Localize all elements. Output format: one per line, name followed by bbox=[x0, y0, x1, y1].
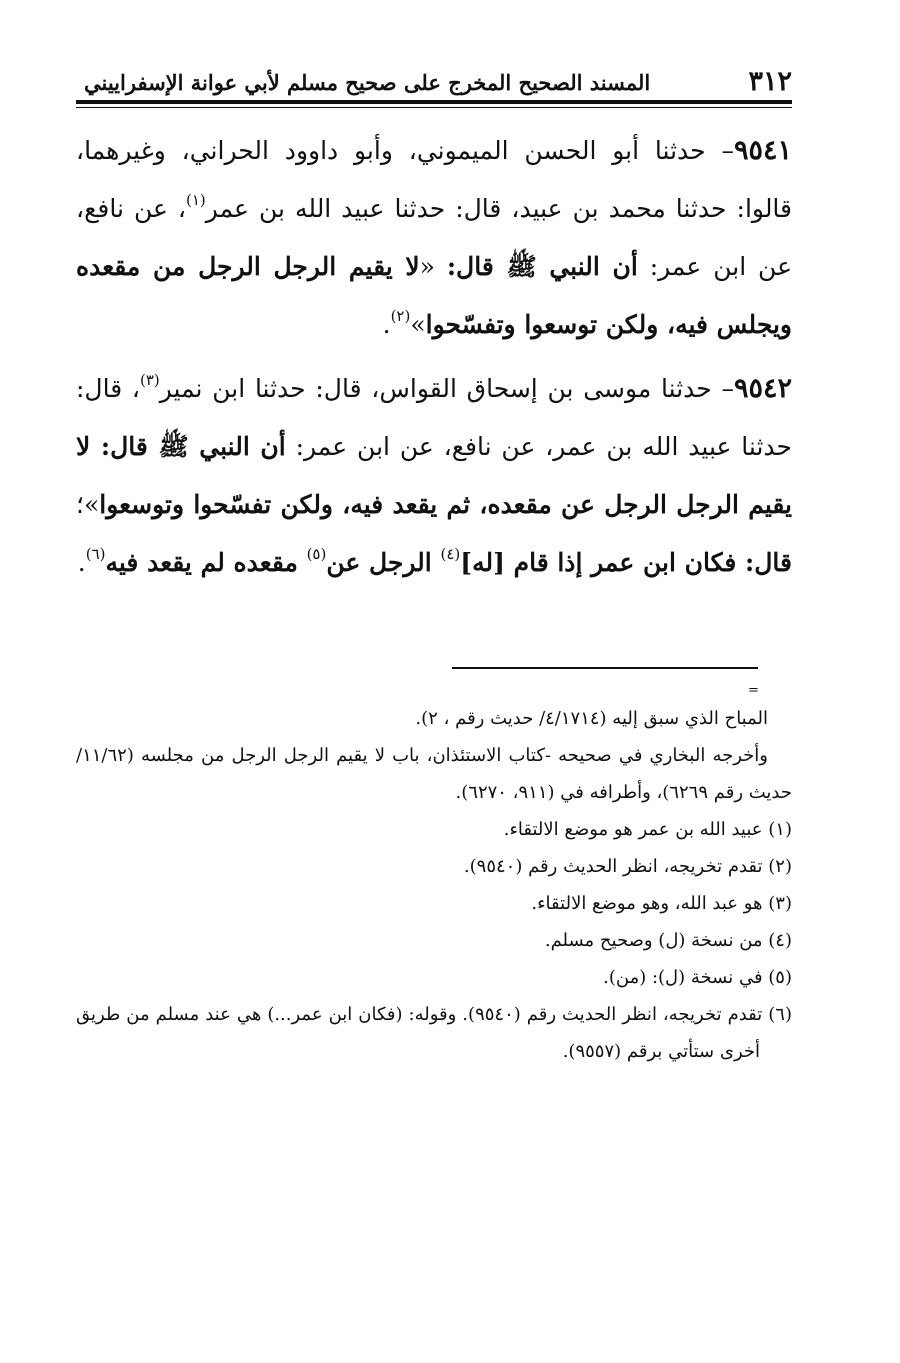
footnote-ref-1: (١) bbox=[186, 191, 206, 209]
continuation-mark: = bbox=[748, 683, 759, 698]
matn-text: أن النبي ﷺ قال: لا يقيم الرجل الرجل عن مقعده، ثم يقعد فيه، ولكن تفسّحوا وتوسعوا bbox=[76, 432, 792, 519]
header-rule-thin bbox=[76, 107, 792, 108]
footnote-3: (٣) هو عبد الله، وهو موضع الالتقاء. bbox=[531, 893, 792, 914]
end-mark: . bbox=[382, 310, 391, 339]
header-rule-thick bbox=[76, 100, 792, 104]
matn-text-4: مقعده لم يقعد فيه bbox=[105, 548, 307, 577]
matn-text-2: قال: فكان ابن عمر إذا قام [له] bbox=[460, 548, 792, 577]
matn-text: لا يقيم الرجل الرجل من مقعده ويجلس فيه، ولكن توسعوا وتفسّحوا bbox=[76, 252, 792, 339]
footnote-ref-6: (٦) bbox=[85, 545, 106, 563]
running-title: المسند الصحيح المخرج على صحيح مسلم لأبي عوانة الإسفراييني bbox=[84, 70, 651, 95]
isnad-text: – حدثنا أبو الحسن الميموني، وأبو داوود الحراني، وغيرهما، قالوا: حدثنا محمد بن عبيد، قال: حدثنا عبيد الله بن عمر bbox=[76, 136, 793, 223]
footnote-ref-5: (٥) bbox=[306, 545, 327, 563]
end-mark: . bbox=[77, 548, 86, 577]
isnad-text: – حدثنا موسى بن إسحاق القواس، قال: حدثنا ابن نمير bbox=[159, 374, 734, 403]
footnote-5: (٥) في نسخة (ل): (من). bbox=[603, 967, 792, 988]
hadith-9542 bbox=[76, 360, 792, 592]
footnote-ref-3: (٣) bbox=[139, 371, 160, 389]
footnote-ref-2: (٢) bbox=[390, 307, 411, 325]
main-text bbox=[76, 122, 792, 598]
footnotes bbox=[76, 700, 792, 1070]
matn-text-3: الرجل عن bbox=[326, 548, 441, 577]
footnote-continuation: المباح الذي سبق إليه (٤/١٧١٤/ حديث رقم ، ٢). bbox=[415, 708, 768, 729]
isnad-text-cont: ، قال: حدثنا عبيد الله بن عمر، عن نافع، عن ابن عمر: bbox=[76, 374, 792, 461]
hadith-9541 bbox=[76, 122, 792, 354]
footnote-ref-4: (٤) bbox=[440, 545, 461, 563]
footnote-1: (١) عبيد الله بن عمر هو موضع الالتقاء. bbox=[503, 819, 792, 840]
matn-intro: أن النبي ﷺ قال: bbox=[446, 252, 638, 281]
footnote-bukhari: وأخرجه البخاري في صحيحه -كتاب الاستئذان، باب لا يقيم الرجل الرجل من مجلسه (١١/٦٢/ حديث رقم ٦٢٦٩)، وأطرافه في (٩١١، ٦٢٧٠). bbox=[76, 745, 792, 803]
hadith-number: ٩٥٤٢ bbox=[733, 373, 792, 404]
footnote-6: (٦) تقدم تخريجه، انظر الحديث رقم (٩٥٤٠). وقوله: (فكان ابن عمر...) هي عند مسلم من طريق أخرى ستأتي برقم (٩٥٥٧). bbox=[76, 1004, 792, 1062]
footnote-2: (٢) تقدم تخريجه، انظر الحديث رقم (٩٥٤٠). bbox=[463, 856, 792, 877]
quote-open: « bbox=[419, 252, 447, 281]
isnad-text-cont: ، عن نافع، عن ابن عمر: bbox=[76, 194, 792, 281]
hadith-number: ٩٥٤١ bbox=[733, 135, 792, 166]
page-number: ٣١٢ bbox=[748, 66, 792, 97]
quote-close: »؛ bbox=[76, 490, 100, 519]
quote-close: » bbox=[410, 310, 426, 339]
footnote-separator bbox=[452, 667, 758, 669]
page-header bbox=[76, 62, 792, 104]
footnote-4: (٤) من نسخة (ل) وصحيح مسلم. bbox=[544, 930, 792, 951]
